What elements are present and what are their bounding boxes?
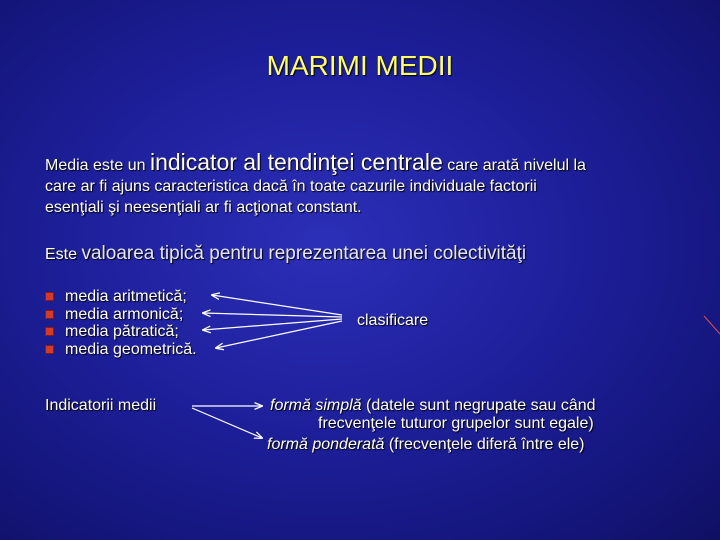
- arrow-to-weighted-form: [192, 408, 262, 438]
- definition-line2: care ar fi ajuns caracteristica dacă în toate cazurile individuale factorii: [45, 178, 537, 195]
- classification-label: clasificare: [357, 312, 429, 329]
- definition-highlight: indicator al tendinţei centrale: [149, 149, 443, 175]
- list-item: media armonică;: [45, 306, 197, 324]
- simple-form-desc-line2: frecvenţele tuturor grupelor sunt egale): [318, 415, 594, 432]
- simple-form-desc: (datele sunt negrupate sau când: [361, 397, 596, 414]
- indicators-label: Indicatorii medii: [45, 397, 157, 414]
- arrow-to-patratica: [203, 319, 342, 330]
- decorative-edge-line: [704, 316, 720, 334]
- definition-lead: Media este un: [45, 157, 150, 174]
- definition-rest: care arată nivelul la: [442, 157, 586, 174]
- arrow-to-armonica: [203, 313, 342, 317]
- definition-line3: esenţiali şi neesenţiali ar fi acţionat constant.: [45, 199, 362, 216]
- list-item: media geometrică.: [45, 341, 197, 359]
- weighted-form-name: formă ponderată: [267, 436, 385, 453]
- list-item: media aritmetică;: [45, 288, 197, 306]
- arrow-to-aritmetica: [212, 295, 342, 315]
- arrow-to-geometrica: [216, 321, 342, 348]
- list-item: media pătratică;: [45, 323, 197, 341]
- simple-form-name: formă simplă: [270, 397, 362, 414]
- typical-lead: Este: [45, 246, 82, 263]
- page-title: MARIMI MEDII: [266, 50, 454, 81]
- typical-highlight: valoarea tipică pentru reprezentarea unei colectivităţi: [81, 243, 527, 264]
- weighted-form-desc: (frecvenţele diferă între ele): [384, 436, 585, 453]
